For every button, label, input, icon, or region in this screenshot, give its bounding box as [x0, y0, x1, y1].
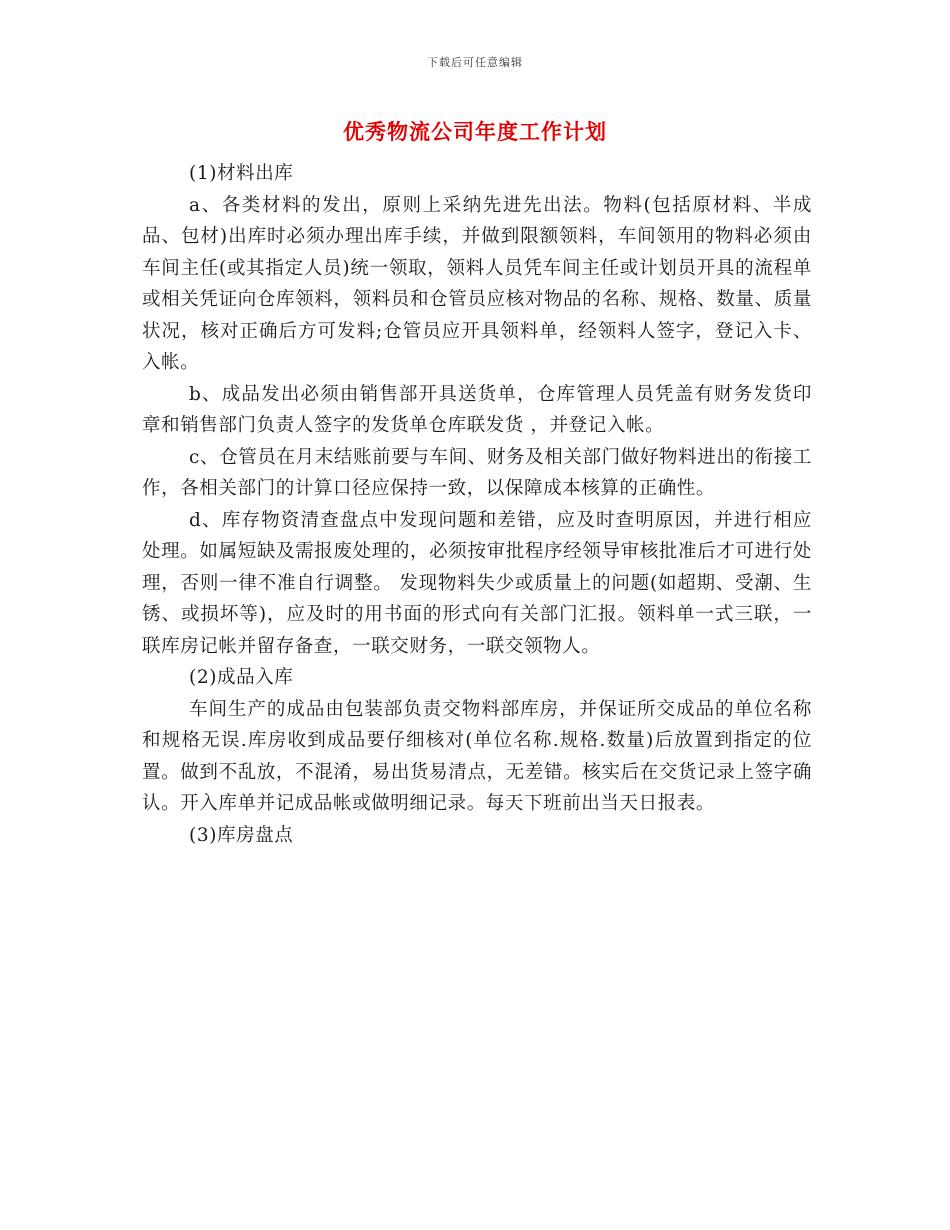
section-heading-material-outbound: (1)材料出库 — [189, 163, 294, 184]
paragraph-item-a: a、各类材料的发出，原则上采纳先进先出法。物料(包括原材料、半成品、包材)出库时必须办理出库手续，并做到限额领料，车间领用的物料必须由车间主任(或其指定人员)统一领取，领料人员凭车间主任或计划员开具的流程单或相关凭证向仓库领料，领料员和仓管员应核对物品的名称、规格、数量、质量状况，核对正确后方可发料;仓管员应开具领料单，经领料人签字，登记入卡、入帐。 — [142, 194, 812, 373]
document-body — [142, 158, 812, 851]
paragraph-product-inbound: 车间生产的成品由包装部负责交物料部库房，并保证所交成品的单位名称和规格无误.库房收到成品要仔细核对(单位名称.规格.数量)后放置到指定的位置。做到不乱放，不混淆，易出货易清点，无差错。核实后在交货记录上签字确认。开入库单并记成品帐或做明细记录。每天下班前出当天日报表。 — [142, 698, 812, 814]
page-header-note: 下载后可任意编辑 — [427, 56, 523, 69]
document-title: 优秀物流公司年度工作计划 — [343, 119, 607, 144]
section-heading-product-inbound: (2)成品入库 — [189, 667, 294, 688]
paragraph-item-c: c、仓管员在月末结账前要与车间、财务及相关部门做好物料进出的衔接工作，各相关部门的计算口径应保持一致，以保障成本核算的正确性。 — [142, 446, 812, 499]
paragraph-item-b: b、成品发出必须由销售部开具送货单，仓库管理人员凭盖有财务发货印章和销售部门负责人签字的发货单仓库联发货 ，并登记入帐。 — [142, 383, 812, 436]
section-heading-warehouse-inventory: (3)库房盘点 — [189, 824, 294, 846]
paragraph-item-d: d、库存物资清查盘点中发现问题和差错，应及时查明原因，并进行相应处理。如属短缺及需报废处理的，必须按审批程序经领导审核批准后才可进行处理，否则一律不准自行调整。 发现物料失少或质量上的问题(如超期、受潮、生锈、或损坏等)，应及时的用书面的形式向有关部门汇报。领料单一式三联，一联库房记帐并留存备查，一联交财务，一联交领物人。 — [142, 509, 812, 657]
